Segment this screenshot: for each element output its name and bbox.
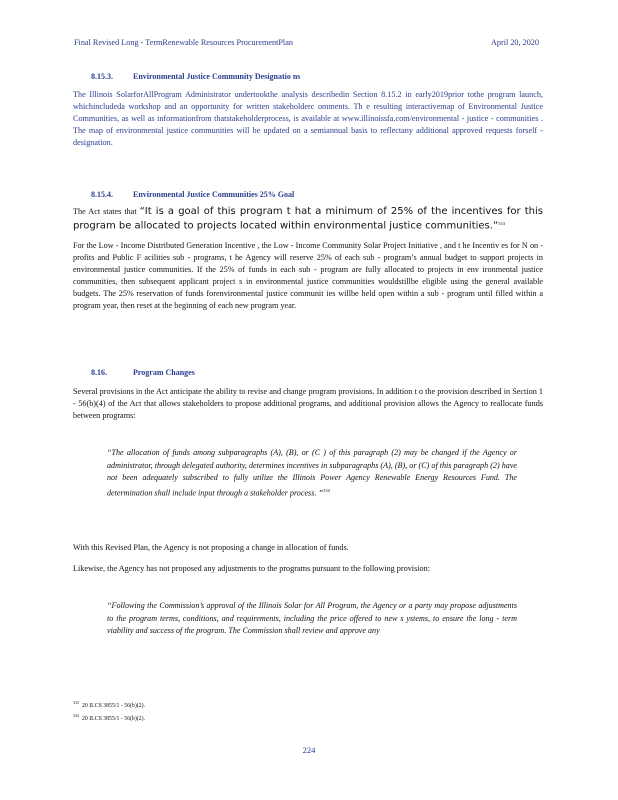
paragraph-lead: The Act states that [73, 207, 140, 216]
footnote-ref: 333 [498, 220, 506, 226]
footnote-number: 334 [73, 713, 79, 718]
footnote-number: 333 [73, 700, 79, 705]
paragraph-no-adjustments: Likewise, the Agency has not proposed any adjustments to the programs pursuant to the following provision: [73, 564, 431, 573]
footnote-ref: 334 [322, 487, 330, 493]
quote-text: “The allocation of funds among subparagraphs (A), (B), or (C ) of this paragraph (2) may be changed if the Agency or administrator, through delegated authority, determines incentives in subparagraphs (A), (B), or (C) of this paragraph (2) have not been adequately subscribed to fully utilize the Illinois Power Agency Renewable Energy Resources Fund. The determination shall include input through a stakeholder process. ” [107, 448, 517, 498]
section-number: 8.15.4. [91, 190, 113, 199]
section-number: 8.16. [91, 368, 107, 377]
section-heading-8-16 [73, 368, 543, 377]
paragraph-goal-statement [73, 206, 543, 233]
section-title: Environmental Justice Communities 25% Goal [133, 190, 295, 199]
block-quote-allocation [107, 447, 517, 500]
footnote [73, 700, 145, 709]
running-header-date: April 20, 2020 [491, 38, 539, 47]
footnote-text: 20 ILCS 3855/1 - 56(b)(2). [82, 715, 145, 722]
section-heading-8-15-3 [73, 72, 543, 81]
section-body-8-15-3: The Illinois SolarforAllProgram Administrator undertookthe analysis describedin Section 8.15.2 in early2019prior tothe program launch, whichincludeda workshop and an opportunity for written stakeholderc omments. Th e resulting interactivemap of Environmental Justice Communities, as well as informationfrom thatstakeholderprocess, is available at www.illinoissfa.com/environmental - justice - communities . The map of environmental justice communities will be updated on a semiannual basis to reflectany additional approved requests forself - designation. [73, 90, 543, 147]
section-title: Program Changes [133, 368, 195, 377]
section-heading-8-15-4 [73, 190, 543, 199]
paragraph-program-changes: Several provisions in the Act anticipate the ability to revise and change program provisions. In addition t o the provision described in Section 1 - 56(b)(4) of the Act that allows stakeholders to propose additional programs, and additional provision allows the Agency to reallocate funds between programs: [73, 387, 543, 420]
running-header-title: Final Revised Long - TermRenewable Resources ProcurementPlan [74, 38, 293, 47]
section-title: Environmental Justice Community Designatio ns [133, 72, 301, 81]
block-quote-adjustments: “Following the Commission’s approval of the Illinois Solar for All Program, the Agency or a party may propose adjustments to the program terms, conditions, and requirements, including the price offered to new s ystems, to ensure the long - term viability and success of the program. The Commission shall review and approve any [107, 601, 517, 635]
footnote-text: 20 ILCS 3855/1 - 56(b)(2). [82, 702, 145, 709]
statutory-quote: “It is a goal of this program t hat a minimum of 25% of the incentives for this program be allocated to projects located within environmental justice communities.” [73, 206, 543, 232]
page-number: 224 [302, 745, 316, 755]
section-number: 8.15.3. [91, 72, 113, 81]
paragraph-reservation: For the Low - Income Distributed Generation Incentive , the Low - Income Community Solar Project Initiative , and t he Incentiv es for N on - profits and Public F acilities sub - programs, t he Agency will reserve 25% of each sub - program’s annual budget to support projects in environmental justice communities. If the 25% of funds in each sub - program are fully allocated to projects in env ironmental justice communities, then subsequent applicant project s in environmental justice communities wouldstillbe eligible using the general available budgets. The 25% reservation of funds forenvironmental justice communit ies willbe held open within a sub - program until filled within a program year, then reset at the beginning of each new program year. [73, 241, 543, 310]
footnote [73, 713, 145, 722]
paragraph-no-change: With this Revised Plan, the Agency is not proposing a change in allocation of funds. [73, 543, 349, 552]
